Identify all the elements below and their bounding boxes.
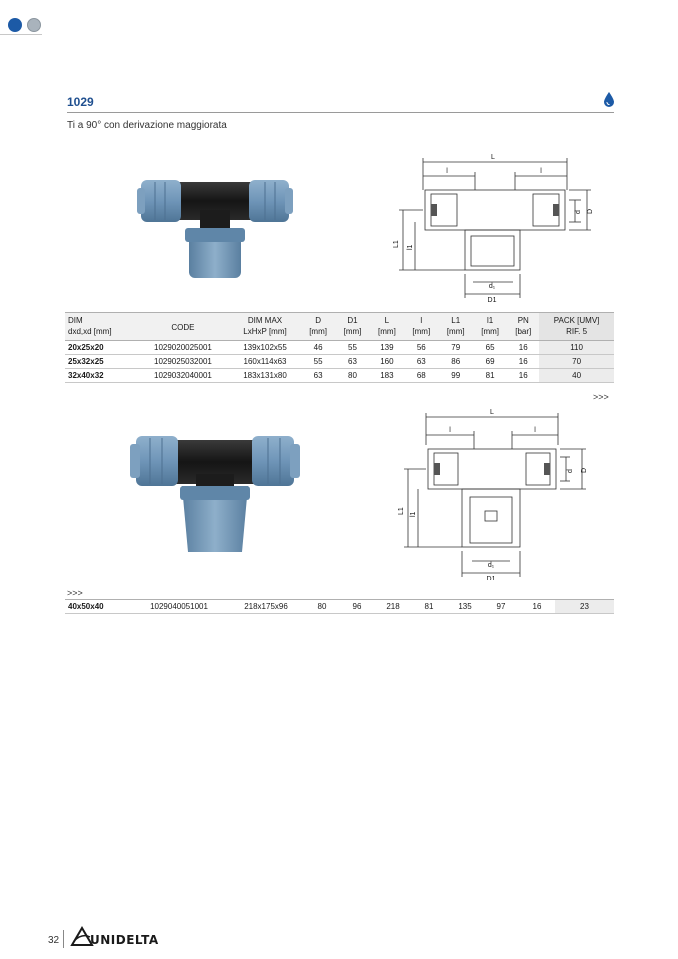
- product-photo-small: [135, 170, 295, 285]
- svg-text:l1: l1: [410, 511, 417, 517]
- technical-drawing-small: [385, 150, 595, 305]
- product-photo-large: [128, 430, 303, 558]
- cell-D: 55: [313, 357, 323, 366]
- cell-D: 63: [313, 371, 323, 380]
- table-header-row: [65, 313, 614, 341]
- col-header-PN: PN [bar]: [515, 316, 532, 336]
- corner-line: [0, 34, 42, 35]
- cell-l: 81: [424, 602, 434, 611]
- svg-text:l: l: [534, 427, 536, 434]
- cell-code: 1029040051001: [150, 602, 208, 611]
- svg-text:d₁: d₁: [487, 562, 495, 569]
- cell-code: 1029025032001: [154, 357, 212, 366]
- table-row: [65, 600, 614, 614]
- cell-dim: 20x25x20: [68, 343, 104, 352]
- cell-D1: 80: [348, 371, 357, 380]
- cell-PN: 16: [518, 371, 528, 380]
- cell-PN: 16: [518, 357, 528, 366]
- cell-D: 46: [313, 343, 323, 352]
- cell-l1: 65: [485, 343, 495, 352]
- col-header-code: CODE: [171, 323, 195, 332]
- cell-l: 56: [416, 343, 426, 352]
- brand-dot-gray: [27, 18, 41, 32]
- svg-text:L: L: [491, 154, 495, 161]
- table-row: [65, 341, 614, 355]
- col-header-l1: l1 [mm]: [481, 316, 500, 336]
- svg-text:D1: D1: [486, 576, 496, 580]
- svg-text:L1: L1: [398, 507, 405, 515]
- col-header-L: L [mm]: [378, 316, 396, 336]
- cell-D1: 55: [348, 343, 357, 352]
- cell-dim: 32x40x32: [68, 371, 104, 380]
- cell-D: 80: [317, 602, 327, 611]
- spec-table-2: [65, 599, 614, 614]
- svg-text:L: L: [490, 409, 494, 416]
- continue-marker-2: >>>: [67, 588, 83, 598]
- product-code-title: 1029: [67, 95, 94, 109]
- cell-l: 68: [416, 371, 426, 380]
- cell-dim-max: 160x114x63: [243, 357, 287, 366]
- cell-pack: 40: [539, 369, 614, 383]
- cell-pack: 23: [555, 600, 614, 614]
- cell-dim: 25x32x25: [68, 357, 104, 366]
- svg-text:l: l: [540, 168, 542, 175]
- cell-l1: 69: [485, 357, 495, 366]
- cell-code: 1029020025001: [154, 343, 212, 352]
- col-header-D1: D1 [mm]: [343, 316, 362, 336]
- continue-marker: >>>: [593, 392, 609, 402]
- cell-l1: 97: [496, 602, 506, 611]
- cell-PN: 16: [518, 343, 528, 352]
- brand-dot-blue: [8, 18, 22, 32]
- col-header-dim-max: DIM MAX LxHxP [mm]: [243, 316, 287, 336]
- cell-L: 218: [386, 602, 400, 611]
- col-header-L1: L1 [mm]: [446, 316, 465, 336]
- cell-L1: 135: [458, 602, 472, 611]
- svg-text:D: D: [587, 208, 594, 214]
- cell-L1: 86: [451, 357, 461, 366]
- col-header-pack: PACK [UMV] RIF. 5: [539, 313, 614, 341]
- cell-L: 183: [380, 371, 394, 380]
- col-header-l: l [mm]: [412, 316, 431, 336]
- brand-logo: UNIDELTA: [90, 933, 159, 947]
- cell-dim-max: 218x175x96: [244, 602, 288, 611]
- cell-pack: 70: [539, 355, 614, 369]
- cell-L: 139: [380, 343, 394, 352]
- cell-D1: 96: [352, 602, 362, 611]
- cell-dim: 40x50x40: [68, 602, 104, 611]
- technical-drawing-large: [390, 405, 590, 580]
- cell-D1: 63: [348, 357, 357, 366]
- svg-text:l1: l1: [407, 244, 414, 250]
- cell-l1: 81: [485, 371, 495, 380]
- cell-dim-max: 139x102x55: [243, 343, 287, 352]
- table-row: [65, 369, 614, 383]
- cell-L1: 79: [451, 343, 461, 352]
- product-description: Ti a 90° con derivazione maggiorata: [67, 120, 227, 131]
- svg-text:l: l: [449, 427, 451, 434]
- cell-dim-max: 183x131x80: [243, 371, 287, 380]
- svg-text:d: d: [575, 210, 582, 214]
- svg-text:d₁: d₁: [488, 283, 496, 290]
- svg-text:L1: L1: [393, 240, 400, 248]
- spec-table-1: [65, 312, 614, 383]
- footer-divider: [63, 930, 64, 948]
- cell-l: 63: [416, 357, 426, 366]
- cell-pack: 110: [539, 341, 614, 355]
- col-header-dim: DIM dxd,xd [mm]: [68, 316, 112, 336]
- svg-text:D1: D1: [487, 297, 497, 304]
- header-rule: [67, 112, 614, 113]
- svg-text:D: D: [581, 467, 588, 473]
- svg-text:l: l: [446, 168, 448, 175]
- water-drop-icon: [603, 91, 615, 107]
- cell-L: 160: [380, 357, 394, 366]
- table-row: [65, 355, 614, 369]
- cell-code: 1029032040001: [154, 371, 212, 380]
- col-header-D: D [mm]: [309, 316, 327, 336]
- svg-text:d: d: [567, 469, 574, 473]
- cell-PN: 16: [532, 602, 542, 611]
- page-number: 32: [48, 935, 60, 946]
- cell-L1: 99: [451, 371, 461, 380]
